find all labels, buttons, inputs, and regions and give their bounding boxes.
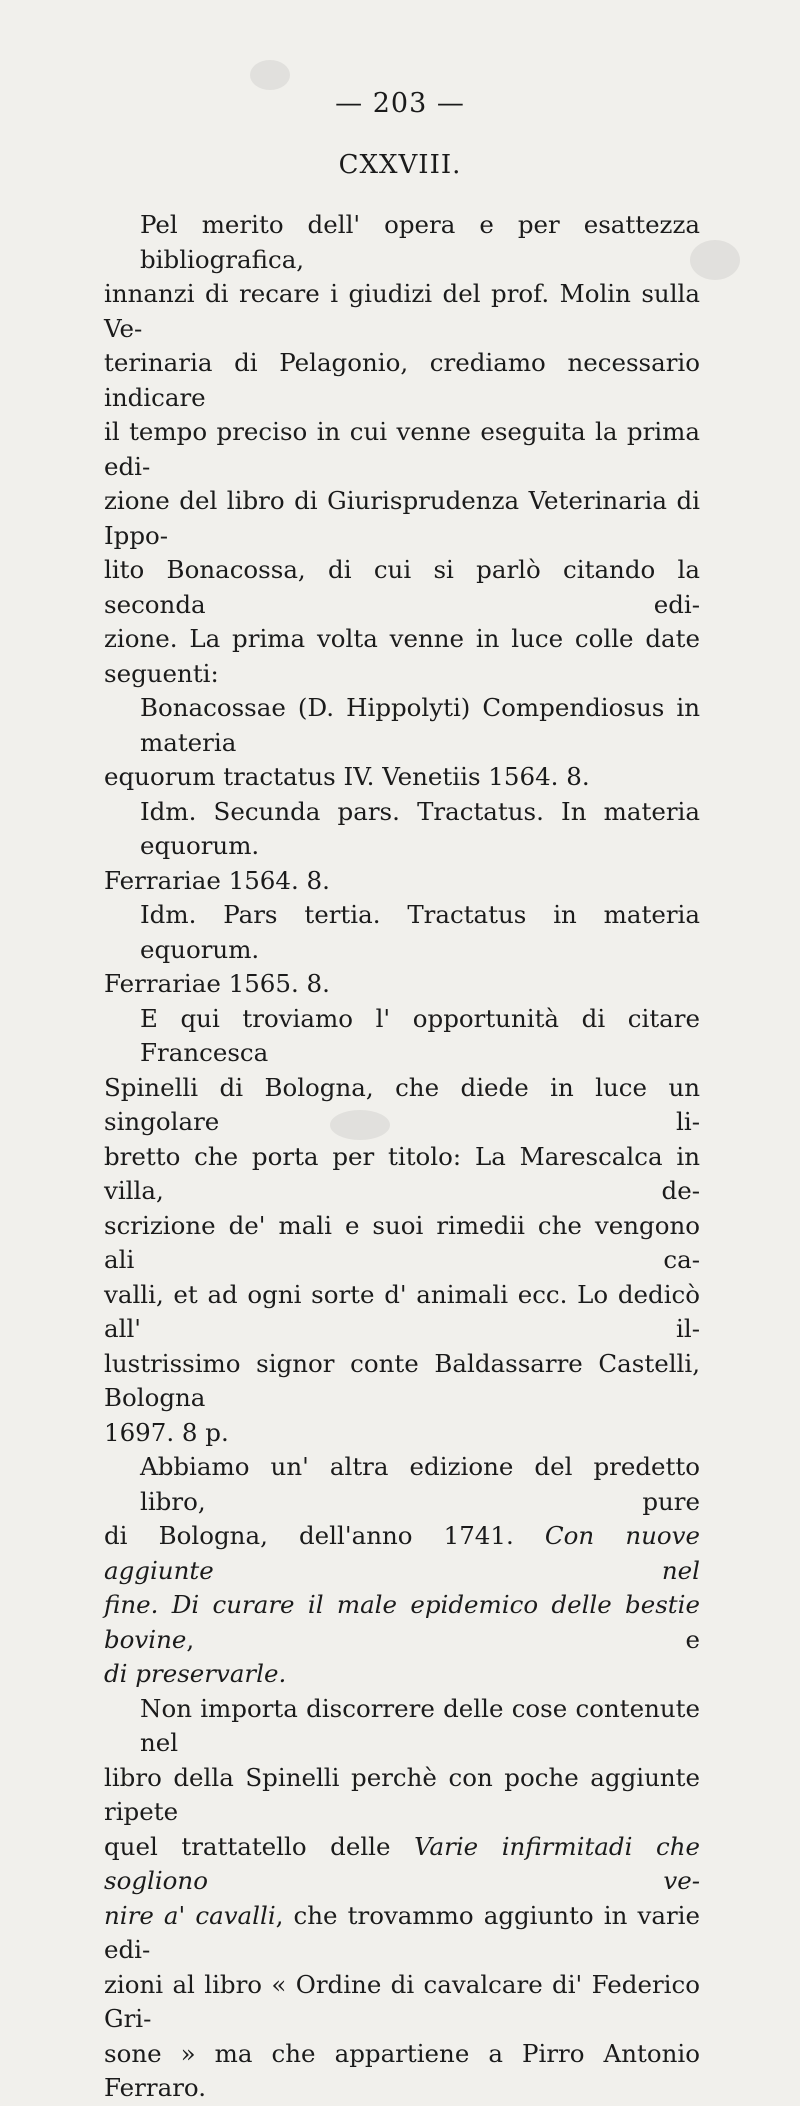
text-line	[104, 1899, 700, 1968]
text-line: Non importa discorrere delle cose contenute nel	[140, 1693, 700, 1757]
text-line: Pel merito dell' opera e per esattezza bibliografica,	[140, 210, 700, 274]
text-span: , e	[186, 1624, 700, 1654]
citation-1	[104, 691, 700, 795]
text-line: equorum tractatus IV. Venetiis 1564. 8.	[104, 762, 590, 791]
text-line: valli, et ad ogni sorte d' animali ecc. Lo dedicò all' il-	[104, 1279, 700, 1343]
paragraph-3	[104, 1450, 700, 1692]
italic-span: Varie infirmitadi che sogliono ve-	[104, 1831, 700, 1895]
page-number: — 203 —	[335, 88, 465, 119]
text-line: libro della Spinelli perchè con poche aggiunte ripete	[104, 1762, 700, 1826]
text-span: quel trattatello delle	[104, 1831, 391, 1861]
text-line	[104, 1830, 700, 1899]
citation-2	[104, 795, 700, 899]
paragraph-4	[104, 1692, 700, 2106]
text-line: bretto che porta per titolo: La Marescalca in villa, de-	[104, 1141, 700, 1205]
text-line: zioni al libro « Ordine di cavalcare di' Federico Gri-	[104, 1969, 700, 2033]
text-line: E qui troviamo l' opportunità di citare Francesca	[140, 1003, 700, 1067]
italic-span: Con nuove aggiunte nel	[104, 1521, 700, 1585]
body-text	[104, 208, 700, 2106]
text-line: Ferrariae 1565. 8.	[104, 969, 330, 998]
text-line: lito Bonacossa, di cui si parlò citando la seconda edi-	[104, 555, 700, 619]
italic-span: nire a' cavalli	[104, 1900, 276, 1930]
text-line: lustrissimo signor conte Baldassarre Castelli, Bologna	[104, 1348, 700, 1412]
text-line: di preservarle.	[104, 1659, 287, 1688]
text-span: di Bologna, dell'anno 1741.	[104, 1521, 514, 1550]
text-line: scrizione de' mali e suoi rimedii che vengono ali ca-	[104, 1210, 700, 1274]
text-line	[104, 1588, 700, 1657]
text-line: terinaria di Pelagonio, crediamo necessario indicare	[104, 348, 700, 412]
text-line: Ferrariae 1564. 8.	[104, 865, 330, 895]
paragraph-2	[104, 1002, 700, 1451]
italic-span: fine. Di curare il male epidemico delle bestie bovine	[104, 1590, 700, 1654]
text-line: innanzi di recare i giudizi del prof. Molin sulla Ve-	[104, 279, 700, 343]
text-line: Idm. Pars tertia. Tractatus in materia equorum.	[140, 900, 700, 964]
paragraph-1	[104, 208, 700, 691]
text-line: Abbiamo un' altra edizione del predetto libro, pure	[140, 1452, 700, 1516]
text-line: il tempo preciso in cui venne eseguita la prima edi-	[104, 417, 700, 481]
paper-stain	[250, 60, 290, 90]
citation-3	[104, 898, 700, 1002]
text-line: Idm. Secunda pars. Tractatus. In materia equorum.	[140, 796, 700, 860]
text-line: zione. La prima volta venne in luce colle date seguenti:	[104, 624, 700, 688]
text-line: sone » ma che appartiene a Pirro Antonio Ferraro.	[104, 2038, 700, 2102]
text-line: Bonacossae (D. Hippolyti) Compendiosus in materia	[140, 693, 700, 757]
text-line	[104, 1519, 700, 1588]
text-line: Spinelli di Bologna, che diede in luce un singolare li-	[104, 1072, 700, 1136]
text-line: zione del libro di Giurisprudenza Veterinaria di Ippo-	[104, 486, 700, 550]
text-span: , che trovammo aggiunto in varie edi-	[104, 1900, 700, 1964]
text-line: 1697. 8 p.	[104, 1417, 229, 1447]
section-title: CXXVIII.	[338, 150, 462, 180]
